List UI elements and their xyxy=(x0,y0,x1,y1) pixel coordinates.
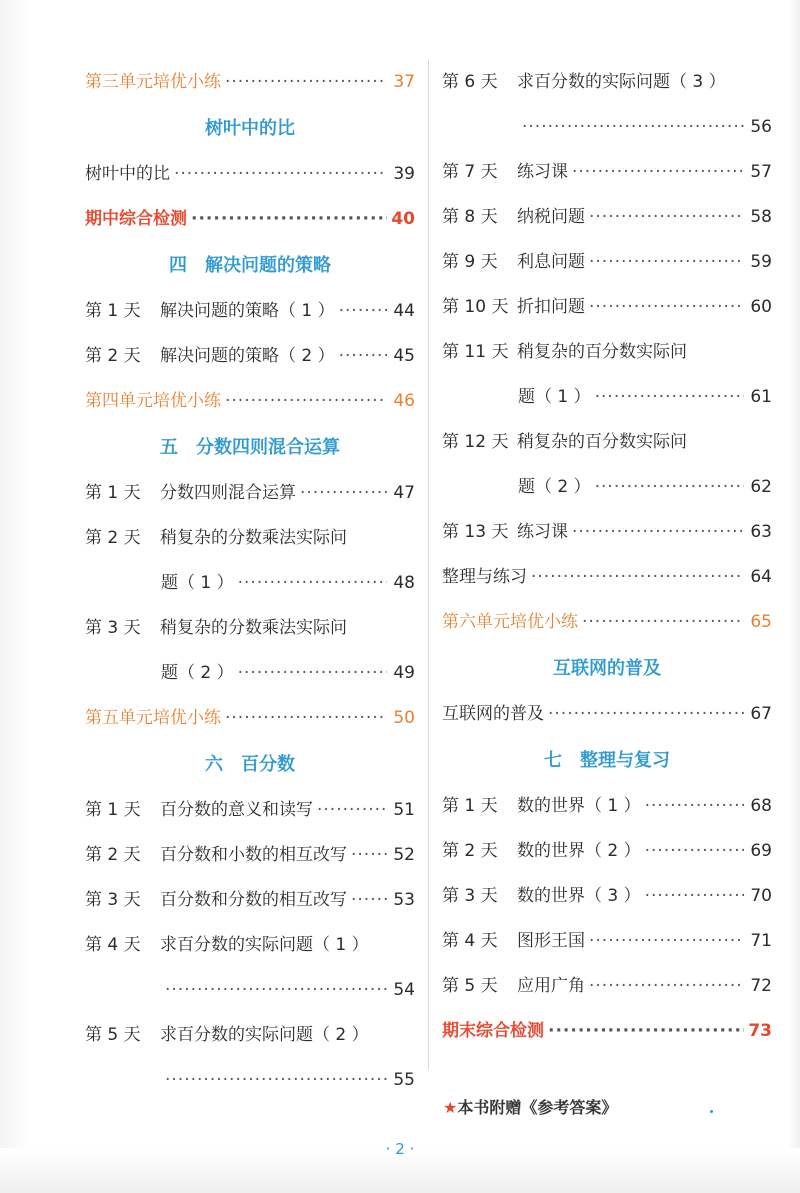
toc-entry[interactable] xyxy=(442,105,772,150)
toc-entry[interactable] xyxy=(442,420,772,465)
leader-dots xyxy=(238,561,387,606)
toc-entry[interactable] xyxy=(85,878,415,923)
leader-dots xyxy=(238,651,387,696)
section-heading: 七 整理与复习 xyxy=(544,750,670,771)
toc-day-label: 第 3 天 xyxy=(85,618,141,638)
leader-dots xyxy=(589,285,744,330)
toc-page-number: 55 xyxy=(393,1070,415,1090)
leader-dots xyxy=(165,968,387,1013)
leader-dots xyxy=(645,829,744,874)
toc-page-number: 69 xyxy=(750,841,772,861)
section-heading: 互联网的普及 xyxy=(553,658,661,679)
leader-dots xyxy=(572,510,744,555)
toc-entry-title: 图形王国 xyxy=(517,931,585,951)
toc-page-number: 49 xyxy=(393,663,415,683)
toc-entry[interactable] xyxy=(85,968,415,1013)
toc-entry[interactable] xyxy=(442,510,772,555)
toc-day-label: 第 1 天 xyxy=(85,800,141,820)
toc-day-label: 第 10 天 xyxy=(442,297,509,317)
toc-entry-title: 百分数和分数的相互改写 xyxy=(160,890,347,910)
leader-dots xyxy=(589,919,744,964)
toc-entry[interactable] xyxy=(442,330,772,375)
toc-entry[interactable] xyxy=(442,375,772,420)
toc-day-label: 第 3 天 xyxy=(85,890,141,910)
star-icon: ★ xyxy=(443,1098,458,1117)
toc-entry-title: 数的世界（ 2 ） xyxy=(517,841,641,861)
toc-entry-title: 题（ 2 ） xyxy=(518,477,591,497)
leader-dots xyxy=(191,197,387,242)
toc-day-label: 第 7 天 xyxy=(442,162,498,182)
toc-day-label: 第 13 天 xyxy=(442,522,509,542)
toc-day-label: 第 2 天 xyxy=(85,346,141,366)
toc-entry[interactable] xyxy=(85,651,415,696)
toc-entry[interactable] xyxy=(442,240,772,285)
toc-page-number: 64 xyxy=(750,567,772,587)
bonus-note xyxy=(443,1095,617,1118)
toc-page-number: 51 xyxy=(393,800,415,820)
toc-entry[interactable] xyxy=(85,197,415,242)
toc-entry-title: 百分数的意义和读写 xyxy=(160,800,313,820)
toc-entry[interactable] xyxy=(85,833,415,878)
toc-entry-title: 第三单元培优小练 xyxy=(85,72,221,92)
leader-dots xyxy=(300,471,387,516)
toc-entry[interactable] xyxy=(442,1009,772,1054)
toc-entry[interactable] xyxy=(85,60,415,105)
toc-entry[interactable] xyxy=(442,964,772,1009)
toc-page-number: 45 xyxy=(393,346,415,366)
toc-entry-title: 求百分数的实际问题（ 2 ） xyxy=(160,1025,369,1045)
toc-page-number: 39 xyxy=(393,164,415,184)
section-heading: 四 解决问题的策略 xyxy=(169,255,331,276)
leader-dots xyxy=(589,195,744,240)
toc-entry[interactable] xyxy=(85,1058,415,1103)
bonus-note-text: 本书附赠《参考答案》 xyxy=(457,1098,618,1117)
toc-page-number: 40 xyxy=(391,209,415,229)
toc-page-number: 71 xyxy=(750,931,772,951)
toc-entry[interactable] xyxy=(442,60,772,105)
toc-entry[interactable] xyxy=(85,561,415,606)
toc-entry[interactable] xyxy=(85,289,415,334)
toc-entry[interactable] xyxy=(85,788,415,833)
toc-page-number: 62 xyxy=(750,477,772,497)
section-heading: 树叶中的比 xyxy=(205,118,295,139)
toc-day-label: 第 1 天 xyxy=(85,301,141,321)
toc-entry[interactable] xyxy=(442,919,772,964)
toc-entry[interactable] xyxy=(85,923,415,968)
toc-entry-title: 求百分数的实际问题（ 1 ） xyxy=(160,935,369,955)
toc-day-label: 第 5 天 xyxy=(85,1025,141,1045)
toc-entry[interactable] xyxy=(442,784,772,829)
toc-day-label: 第 3 天 xyxy=(442,886,498,906)
toc-entry-title: 题（ 1 ） xyxy=(518,387,591,407)
toc-entry[interactable] xyxy=(442,829,772,874)
page-number: · 2 · xyxy=(385,1140,415,1158)
leader-dots xyxy=(572,150,744,195)
leader-dots xyxy=(225,696,387,741)
toc-right-column xyxy=(442,60,772,1054)
toc-entry[interactable] xyxy=(442,195,772,240)
toc-entry-title: 稍复杂的百分数实际问 xyxy=(517,432,687,452)
decorative-dot xyxy=(710,1110,713,1113)
toc-entry-title: 练习课 xyxy=(517,162,568,182)
leader-dots xyxy=(595,465,744,510)
toc-entry-title: 百分数和小数的相互改写 xyxy=(160,845,347,865)
toc-page-number: 56 xyxy=(750,117,772,137)
toc-page-number: 52 xyxy=(393,845,415,865)
toc-entry-title: 第六单元培优小练 xyxy=(442,612,578,632)
toc-page-number: 63 xyxy=(750,522,772,542)
toc-page-number: 73 xyxy=(748,1021,772,1041)
toc-entry-title: 第五单元培优小练 xyxy=(85,708,221,728)
toc-entry-title: 互联网的普及 xyxy=(442,704,544,724)
section-heading: 五 分数四则混合运算 xyxy=(160,437,340,458)
toc-entry-title: 稍复杂的百分数实际问 xyxy=(517,342,687,362)
toc-day-label: 第 1 天 xyxy=(85,483,141,503)
toc-page-number: 68 xyxy=(750,796,772,816)
toc-page-number: 48 xyxy=(393,573,415,593)
toc-entry[interactable] xyxy=(442,555,772,600)
toc-entry-title: 稍复杂的分数乘法实际问 xyxy=(160,528,347,548)
toc-entry-title: 解决问题的策略（ 1 ） xyxy=(160,301,335,321)
leader-dots xyxy=(582,600,744,645)
toc-entry-title: 纳税问题 xyxy=(517,207,585,227)
toc-day-label: 第 4 天 xyxy=(442,931,498,951)
toc-page-number: 61 xyxy=(750,387,772,407)
page-edge-right xyxy=(788,0,800,1193)
toc-day-label: 第 11 天 xyxy=(442,342,509,362)
leader-dots xyxy=(531,555,744,600)
toc-entry-title: 稍复杂的分数乘法实际问 xyxy=(160,618,347,638)
toc-day-label: 第 4 天 xyxy=(85,935,141,955)
leader-dots xyxy=(225,379,387,424)
leader-dots xyxy=(589,240,744,285)
leader-dots xyxy=(645,874,744,919)
toc-entry-title: 树叶中的比 xyxy=(85,164,170,184)
leader-dots xyxy=(522,105,744,150)
toc-day-label: 第 12 天 xyxy=(442,432,509,452)
toc-page-number: 50 xyxy=(393,708,415,728)
toc-day-label: 第 6 天 xyxy=(442,72,498,92)
toc-page-number: 37 xyxy=(393,72,415,92)
toc-entry[interactable] xyxy=(85,334,415,379)
toc-entry[interactable] xyxy=(442,465,772,510)
toc-entry-title: 题（ 2 ） xyxy=(161,663,234,683)
toc-entry[interactable] xyxy=(85,152,415,197)
leader-dots xyxy=(595,375,744,420)
toc-day-label: 第 2 天 xyxy=(85,528,141,548)
toc-page-number: 65 xyxy=(750,612,772,632)
toc-page-number: 70 xyxy=(750,886,772,906)
leader-dots xyxy=(351,878,387,923)
toc-left-column xyxy=(85,60,415,1103)
toc-entry-title: 分数四则混合运算 xyxy=(160,483,296,503)
toc-page-number: 72 xyxy=(750,976,772,996)
leader-dots xyxy=(548,692,744,737)
toc-entry[interactable] xyxy=(85,471,415,516)
toc-day-label: 第 9 天 xyxy=(442,252,498,272)
toc-entry[interactable] xyxy=(442,874,772,919)
toc-entry-title: 求百分数的实际问题（ 3 ） xyxy=(517,72,726,92)
leader-dots xyxy=(351,833,387,878)
toc-entry-title: 题（ 1 ） xyxy=(161,573,234,593)
toc-page-number: 67 xyxy=(750,704,772,724)
toc-page-number: 53 xyxy=(393,890,415,910)
toc-page-number: 47 xyxy=(393,483,415,503)
leader-dots xyxy=(548,1009,744,1054)
toc-entry-title: 应用广角 xyxy=(517,976,585,996)
toc-page-number: 44 xyxy=(393,301,415,321)
toc-page-number: 57 xyxy=(750,162,772,182)
toc-page-number: 58 xyxy=(750,207,772,227)
leader-dots xyxy=(174,152,387,197)
toc-entry-title: 解决问题的策略（ 2 ） xyxy=(160,346,335,366)
leader-dots xyxy=(165,1058,387,1103)
toc-entry-title: 第四单元培优小练 xyxy=(85,391,221,411)
toc-entry-title: 整理与练习 xyxy=(442,567,527,587)
toc-entry[interactable] xyxy=(442,150,772,195)
toc-day-label: 第 2 天 xyxy=(85,845,141,865)
toc-entry[interactable] xyxy=(85,1013,415,1058)
toc-entry[interactable] xyxy=(85,379,415,424)
leader-dots xyxy=(645,784,744,829)
page-edge-left xyxy=(0,0,30,1193)
toc-day-label: 第 1 天 xyxy=(442,796,498,816)
toc-entry-title: 练习课 xyxy=(517,522,568,542)
toc-entry[interactable] xyxy=(442,692,772,737)
toc-entry-title: 期中综合检测 xyxy=(85,209,187,229)
toc-entry-title: 利息问题 xyxy=(517,252,585,272)
toc-entry[interactable] xyxy=(85,516,415,561)
toc-entry-title: 期末综合检测 xyxy=(442,1021,544,1041)
toc-page-number: 59 xyxy=(750,252,772,272)
toc-entry[interactable] xyxy=(85,606,415,651)
leader-dots xyxy=(589,964,744,1009)
toc-page-number: 46 xyxy=(393,391,415,411)
toc-entry[interactable] xyxy=(442,285,772,330)
toc-entry[interactable] xyxy=(442,600,772,645)
leader-dots xyxy=(317,788,387,833)
toc-day-label: 第 5 天 xyxy=(442,976,498,996)
leader-dots xyxy=(339,289,387,334)
toc-entry-title: 数的世界（ 1 ） xyxy=(517,796,641,816)
section-heading: 六 百分数 xyxy=(205,754,295,775)
toc-entry-title: 数的世界（ 3 ） xyxy=(517,886,641,906)
toc-day-label: 第 8 天 xyxy=(442,207,498,227)
toc-page-number: 60 xyxy=(750,297,772,317)
leader-dots xyxy=(225,60,387,105)
toc-page-number: 54 xyxy=(393,980,415,1000)
column-divider xyxy=(428,60,429,1070)
toc-day-label: 第 2 天 xyxy=(442,841,498,861)
toc-entry-title: 折扣问题 xyxy=(517,297,585,317)
toc-entry[interactable] xyxy=(85,696,415,741)
leader-dots xyxy=(339,334,387,379)
